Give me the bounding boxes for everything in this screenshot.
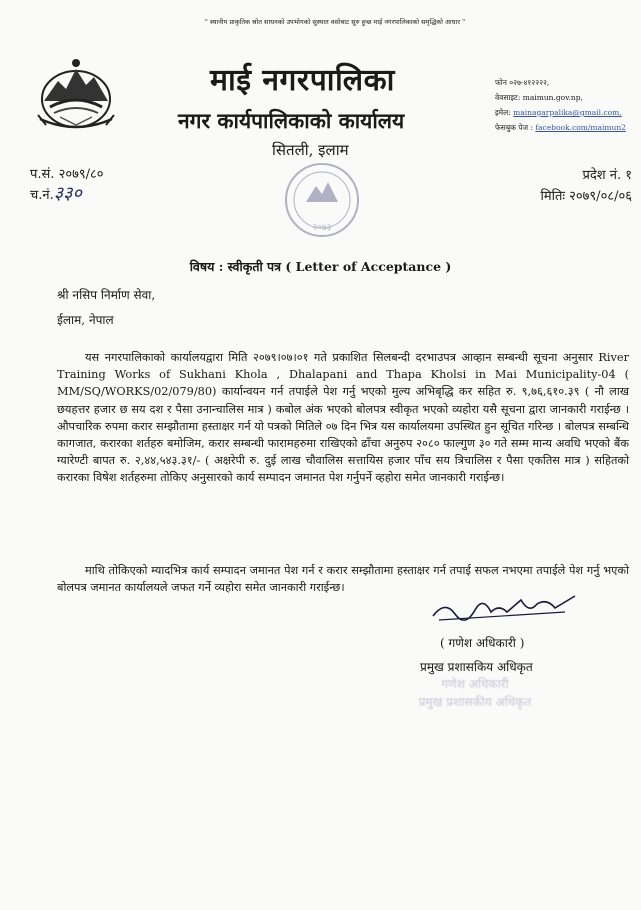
- municipality-motto: " स्थानीय प्राकृतिक स्रोत साधनको उपभोगको सुस्थात वसोबाट सुरु हुन्छ माई नगरपालिकाको समृद्धिको आधार ": [204, 18, 466, 26]
- office-stamp-icon: [282, 150, 362, 250]
- email-link[interactable]: mainagarpalika@gmail.com,: [513, 108, 622, 117]
- office-location: सितली, इलाम: [272, 141, 349, 159]
- name-seal: [400, 675, 550, 715]
- facebook-label: फेसबुक पेज :: [495, 123, 534, 132]
- signatory-title: प्रमुख प्रशासकिय अधिकृत: [420, 660, 533, 674]
- email-row: [495, 105, 626, 120]
- fiscal-year: प.सं. २०७९/८०: [30, 167, 104, 182]
- facebook-row: [495, 120, 626, 135]
- website-link[interactable]: maimun.gov.np,: [522, 93, 583, 102]
- office-name: नगर कार्यपालिकाको कार्यालय: [178, 108, 405, 133]
- letter-subject: विषय : स्वीकृती पत्र ( Letter of Acceptance ): [189, 259, 452, 274]
- facebook-link[interactable]: facebook.com/maimun2: [535, 123, 626, 132]
- contact-info: [495, 75, 626, 135]
- recipient-city: ईलाम, नेपाल: [57, 313, 114, 327]
- signatory-name: ( गणेश अधिकारी ): [440, 636, 525, 650]
- phone-number: फोन ०२७-४१२२२२,: [495, 78, 550, 87]
- dispatch-row: [30, 184, 104, 205]
- dispatch-label: च.नं.: [30, 188, 54, 203]
- nepal-emblem-icon: [30, 55, 122, 135]
- recipient-address: [57, 283, 155, 333]
- website-label: वेवसाइट:: [495, 93, 521, 102]
- body-paragraph-2: माथि तोकिएको म्यादभित्र कार्य सम्पादन जमानत पेश गर्न र करार सम्झौतामा हस्ताक्षर गर्न तपाई सफल नभएमा तपाईले पेश गर्नु भएको बोलपत्र जमानत कार्यालयले जफत गर्ने व्यहोरा समेत जानकारी गराईन्छ।: [57, 564, 629, 595]
- recipient-name: श्री नसिप निर्माण सेवा,: [57, 288, 156, 302]
- municipality-name: माई नगरपालिका: [210, 63, 395, 98]
- reference-block: [30, 165, 104, 205]
- reference-right-block: [520, 165, 632, 207]
- website-row: [495, 90, 626, 105]
- handwritten-signature: [425, 590, 585, 630]
- province: प्रदेश नं. १: [582, 168, 632, 183]
- stamp-year: २०७३: [312, 223, 332, 233]
- letter-date: मितिः २०७९/०८/०६: [540, 189, 632, 204]
- dispatch-number: ३३०: [53, 183, 82, 204]
- email-label: इमेल:: [495, 108, 511, 117]
- seal-line-2: प्रमुख प्रशासकीय अधिकृत: [418, 695, 532, 709]
- body-paragraph-1: यस नगरपालिकाको कार्यालयद्वारा मिति २०७९।०७।०१ गते प्रकाशित सिलबन्दी दरभाउपत्र आव्हान सम्बन्धी सूचना अनुसार River Training Works of Sukhani Khola , Dhalapani and Thapa Kholsi in Mai Municipality-04 ( MM/SQ/WORKS/02/079/80) कार्यान्वयन गर्न तपाईले पेश गर्नु भएको मुल्य अभिबृद्धि कर सहित रु. ९,७६,६१०.३९ ( नौ लाख छयहत्तर हजार छ सय दश र पैसा उनान्चालिस मात्र ) कबोल अंक भएको बोलपत्र स्वीकृत भएको व्यहोरा यसै सूचना द्वारा जानकारी गराईन्छ । औपचारिक रुपमा करार सम्झौतामा हस्ताक्षर गर्न यो पत्रको मितिले ०७ दिन भित्र यस कार्यालयमा उपस्थित हुन सूचित गरिन्छ । बोलपत्र सम्बन्धि कागजात, करारका शर्तहरु बमोजिम, करार सम्बन्धी फारामहरुमा राखिएको ढाँचा अनुरुप २०८० फाल्गुण ३० गते सम्म मान्य अवधि भएको बैंक ग्यारेण्टी बापत रु. २,४४,५४३.३१/- ( अक्षरेपी रु. दुई लाख चौवालिस सत्तायिस हजार पाँच सय त्रिचालिस र पैसा एकतिस मात्र ) सहितको करारका विषेश शर्तहरुमा तोकिए अनुसारको कार्य सम्पादन जमानत पेश गर्नुपर्ने व्हहोरा समेत जानकारी गराईन्छ।: [57, 351, 629, 485]
- seal-line-1: गणेश अधिकारी: [441, 677, 509, 691]
